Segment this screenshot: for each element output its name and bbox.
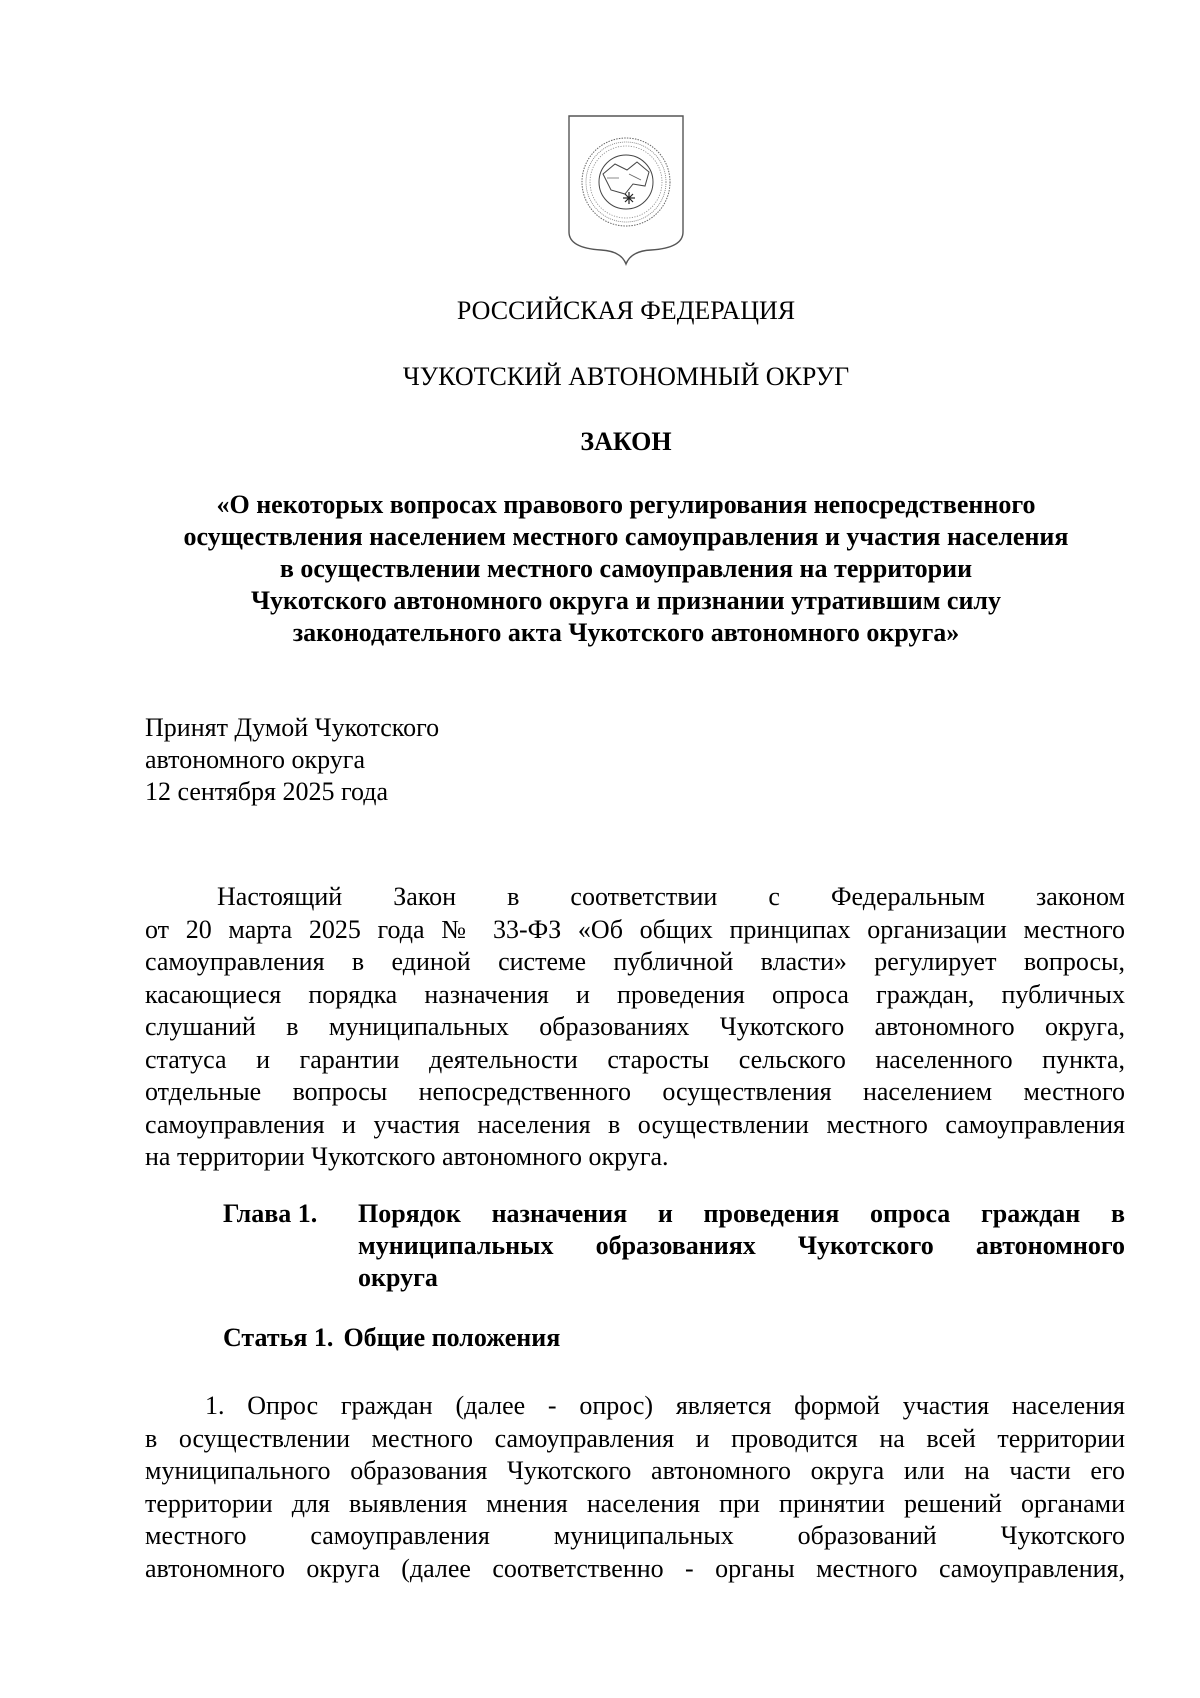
law-title-line: осуществления населением местного самоуправления и участия населения xyxy=(183,522,1069,551)
chapter-title-line: муниципальных образованиях Чукотского автономного xyxy=(358,1231,1125,1260)
article-text-line: в осуществлении местного самоуправления и проводится на всей территории xyxy=(145,1423,1125,1453)
region-heading: ЧУКОТСКИЙ АВТОНОМНЫЙ ОКРУГ xyxy=(402,362,850,391)
article-title: Общие положения xyxy=(343,1323,561,1352)
article-text-line: 1. Опрос граждан (далее - опрос) является формой участия населения xyxy=(205,1391,1125,1420)
country-heading: РОССИЙСКАЯ ФЕДЕРАЦИЯ xyxy=(456,296,796,325)
coat-of-arms-icon xyxy=(567,114,685,266)
law-title-line: «О некоторых вопросах правового регулирования непосредственного xyxy=(216,490,1036,519)
law-title-line: законодательного акта Чукотского автономного округа» xyxy=(292,618,960,647)
chapter-number: Глава 1. xyxy=(223,1199,318,1228)
preamble-line: касающиеся порядка назначения и проведения опроса граждан, публичных xyxy=(145,979,1125,1009)
preamble-line: статуса и гарантии деятельности старосты сельского населенного пункта, xyxy=(145,1044,1125,1074)
law-title-line: в осуществлении местного самоуправления на территории xyxy=(279,554,973,583)
article-paragraph xyxy=(145,1390,1125,1585)
article-heading xyxy=(223,1322,560,1354)
preamble-line: от 20 марта 2025 года № 33-ФЗ «Об общих принципах организации местного xyxy=(145,914,1125,944)
adoption-date: 12 сентября 2025 года xyxy=(145,777,389,806)
preamble-line: самоуправления в единой системе публичной власти» регулирует вопросы, xyxy=(145,947,1125,976)
law-title-line: Чукотского автономного округа и признании утратившим силу xyxy=(250,586,1002,615)
preamble-line: отдельные вопросы непосредственного осуществления населением местного xyxy=(145,1077,1125,1106)
preamble-line: на территории Чукотского автономного округа. xyxy=(145,1142,669,1171)
article-number: Статья 1. xyxy=(223,1323,334,1352)
article-text-line: муниципального образования Чукотского автономного округа или на части его xyxy=(145,1456,1125,1485)
article-text-line: местного самоуправления муниципальных образований Чукотского xyxy=(145,1521,1125,1550)
adoption-line: Принят Думой Чукотского xyxy=(145,713,440,742)
law-title xyxy=(0,489,1200,649)
adoption-line: автономного округа xyxy=(145,745,365,774)
article-text-line: территории для выявления мнения населения при принятии решений органами xyxy=(145,1488,1125,1518)
chapter-title-line: Порядок назначения и проведения опроса граждан в xyxy=(358,1199,1125,1228)
article-text-line: автономного округа (далее соответственно - органы местного самоуправления, xyxy=(145,1553,1125,1583)
preamble-line: Настоящий Закон в соответствии с Федеральным законом xyxy=(217,882,1125,911)
adoption-block xyxy=(145,712,439,808)
preamble-line: самоуправления и участия населения в осуществлении местного самоуправления xyxy=(145,1109,1125,1139)
document-type-heading: ЗАКОН xyxy=(580,427,672,456)
preamble-paragraph xyxy=(145,881,1125,1174)
chapter-title xyxy=(358,1198,1125,1294)
chapter-title-line: округа xyxy=(358,1263,438,1292)
preamble-line: слушаний в муниципальных образованиях Чукотского автономного округа, xyxy=(145,1012,1125,1041)
